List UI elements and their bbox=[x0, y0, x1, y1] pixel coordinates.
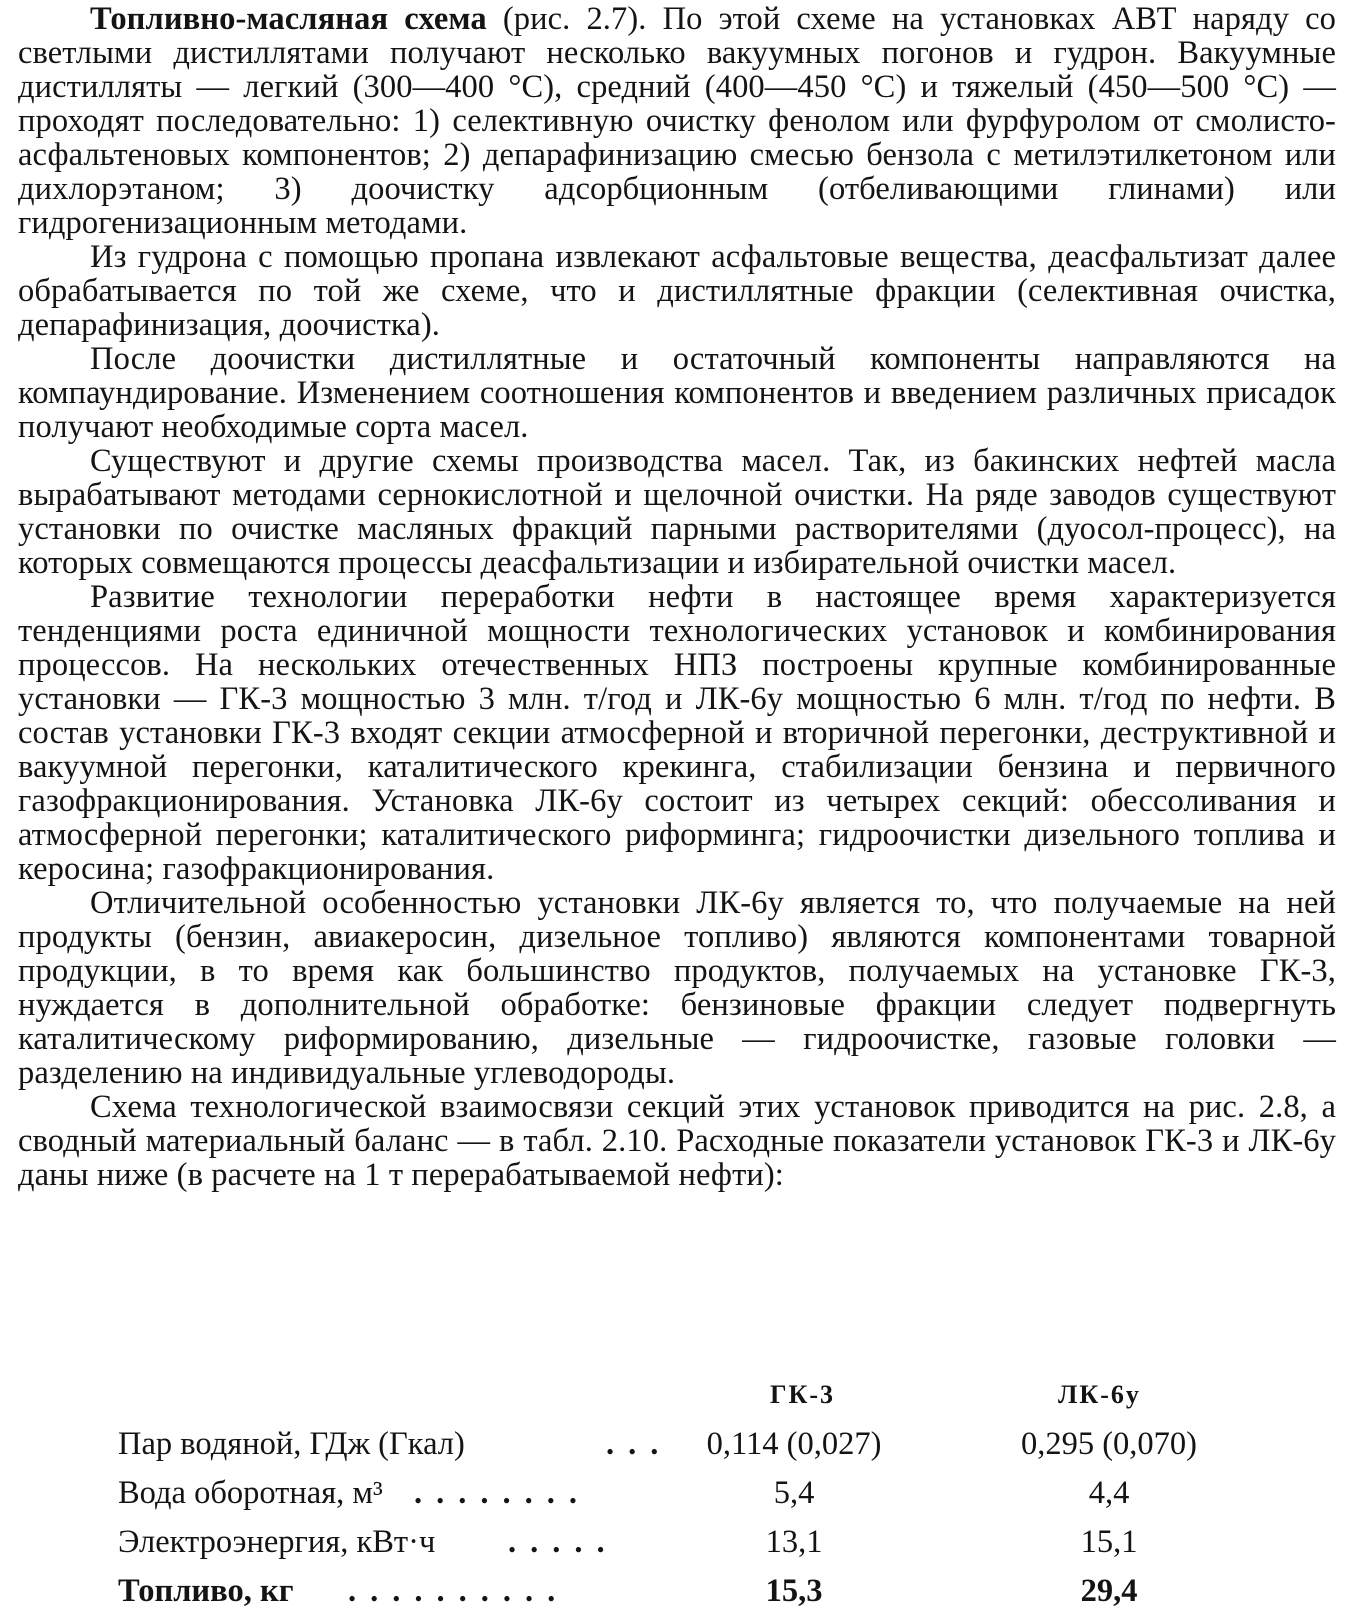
value-lk6u: 0,295 (0,070) bbox=[1020, 1426, 1198, 1462]
row-leader-dots: ... bbox=[606, 1426, 673, 1462]
row-label: Топливо, кг bbox=[118, 1573, 294, 1609]
table-row bbox=[18, 1473, 1336, 1522]
row-leader-dots: ..... bbox=[508, 1524, 619, 1560]
table-row bbox=[18, 1522, 1336, 1571]
value-lk6u: 4,4 bbox=[1088, 1475, 1130, 1511]
paragraph-fuel-oil-scheme bbox=[18, 2, 1336, 240]
row-label: Электроэнергия, кВт·ч bbox=[118, 1524, 436, 1560]
paragraph-lead-term: Топливно-масляная схема bbox=[90, 1, 487, 37]
consumption-table bbox=[18, 1380, 1336, 1620]
paragraph-text: (рис. 2.7). По этой схеме на установках АВТ наряду со светлыми дистиллятами получают несколько вакуумных погонов и гудрон. Вакуумные дистилляты — легкий (300—400 °С), средний (400—450 °С) и тяжелый (450—500 °С) — проходят последовательно: 1) селективную очистку фенолом или фурфуролом от смолисто-асфальтеновых компонентов; 2) депарафинизацию смесью бензола с метилэтилкетоном или дихлорэтаном; 3) доочистку адсорбционным (отбеливающими глинами) или гидрогенизационным методами. bbox=[18, 1, 1336, 241]
value-lk6u: 29,4 bbox=[1080, 1573, 1138, 1609]
document-page bbox=[18, 1, 1336, 1609]
paragraph-combined-units: Развитие технологии переработки нефти в настоящее время характеризуется тенденциями роста единичной мощности технологических установок и комбинирования процессов. На нескольких отечественных НПЗ построены крупные комбинированные установки — ГК-3 мощностью 3 млн. т/год и ЛК-6у мощностью 6 млн. т/год по нефти. В состав установки ГК-3 входят секции атмосферной и вторичной перегонки, деструктивной и вакуумной перегонки, каталитического крекинга, стабилизации бензина и первичного газофракционирования. Установка ЛК-6у состоит из четырех секций: обессоливания и атмосферной перегонки; каталитического риформинга; гидроочистки дизельного топлива и керосина; газофракционирования. bbox=[18, 579, 1336, 887]
value-gk3: 0,114 (0,027) bbox=[706, 1426, 882, 1462]
value-lk6u: 15,1 bbox=[1080, 1524, 1138, 1560]
row-label: Вода оборотная, м³ bbox=[118, 1475, 383, 1511]
table-header bbox=[18, 1380, 1336, 1424]
value-gk3: 13,1 bbox=[765, 1524, 823, 1560]
value-gk3: 15,3 bbox=[765, 1573, 823, 1609]
row-leader-dots: .......... bbox=[348, 1573, 570, 1609]
row-label: Пар водяной, ГДж (Гкал) bbox=[118, 1426, 465, 1462]
column-header-gk3: ГК-3 bbox=[770, 1380, 836, 1409]
column-header-lk6u: ЛК-6у bbox=[1058, 1380, 1141, 1409]
paragraph-figure-reference: Схема технологической взаимосвязи секций этих установок приводится на рис. 2.8, а сводный материальный баланс — в табл. 2.10. Расходные показатели установок ГК-3 и ЛК-6у даны ниже (в расчете на 1 т перерабатываемой нефти): bbox=[18, 1089, 1336, 1193]
value-gk3: 5,4 bbox=[773, 1475, 815, 1511]
paragraph-other-schemes: Существуют и другие схемы производства масел. Так, из бакинских нефтей масла вырабатывают методами сернокислотной и щелочной очистки. На ряде заводов существуют установки по очистке масляных фракций парными растворителями (дуосол-процесс), на которых совмещаются процессы деасфальтизации и избирательной очистки масел. bbox=[18, 443, 1336, 581]
table-row bbox=[18, 1424, 1336, 1473]
paragraph-compounding: После доочистки дистиллятные и остаточный компоненты направляются на компаундирование. Изменением соотношения компонентов и введением различных присадок получают необходимые сорта масел. bbox=[18, 341, 1336, 445]
table-row bbox=[18, 1571, 1336, 1620]
row-leader-dots: ........ bbox=[414, 1475, 591, 1511]
paragraph-lk6u-feature: Отличительной особенностью установки ЛК-6у является то, что получаемые на ней продукты (бензин, авиакеросин, дизельное топливо) являются компонентами товарной продукции, в то время как большинство продуктов, получаемых на установке ГК-3, нуждается в дополнительной обработке: бензиновые фракции следует подвергнуть каталитическому риформированию, дизельные — гидроочистке, газовые головки — разделению на индивидуальные углеводороды. bbox=[18, 885, 1336, 1091]
paragraph-tar-propane: Из гудрона с помощью пропана извлекают асфальтовые вещества, деасфальтизат далее обрабатывается по той же схеме, что и дистиллятные фракции (селективная очистка, депарафинизация, доочистка). bbox=[18, 239, 1336, 343]
